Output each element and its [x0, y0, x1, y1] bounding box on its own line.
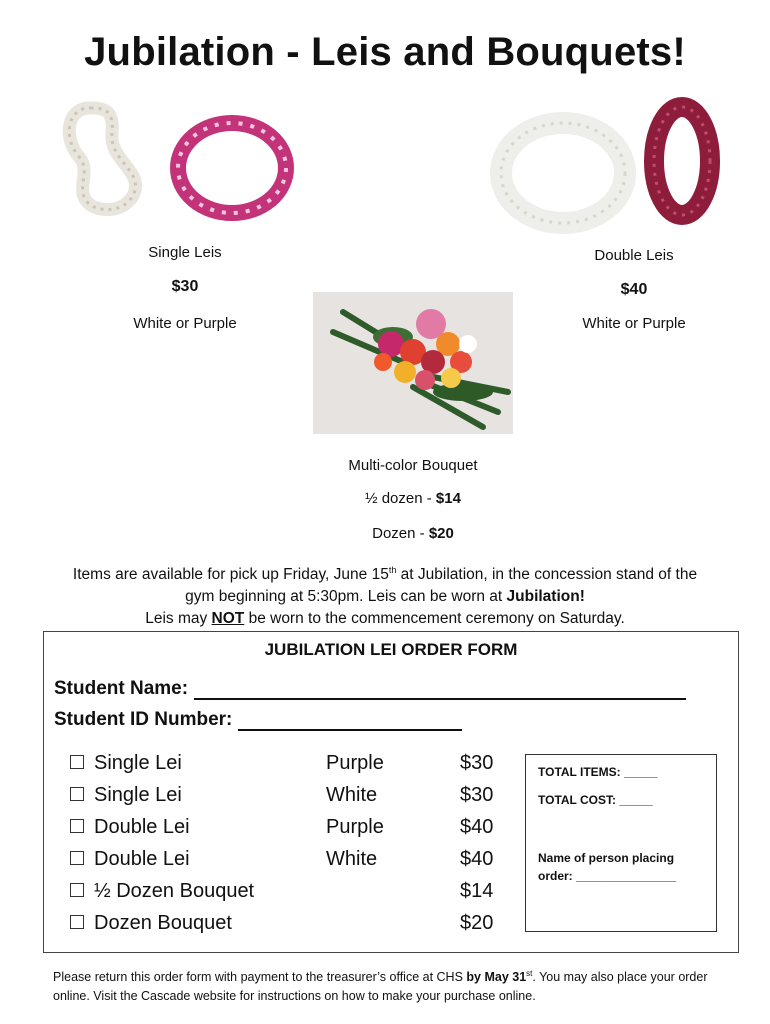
double-leis-label: Double Leis: [594, 247, 674, 264]
item-price: $14: [460, 880, 494, 902]
student-id-field[interactable]: Student ID Number:: [54, 709, 462, 731]
item-price: $40: [460, 848, 494, 870]
order-form: [43, 631, 739, 953]
order-form-title: JUBILATION LEI ORDER FORM: [264, 640, 518, 659]
white-double-lei-image: [488, 108, 638, 238]
checkbox[interactable]: [70, 915, 84, 929]
bouquet-label: Multi-color Bouquet: [348, 457, 478, 474]
item-single-lei-purple[interactable]: Single Lei: [70, 749, 182, 777]
double-leis-colors: White or Purple: [582, 315, 686, 332]
item-single-lei-white[interactable]: Single Lei: [70, 781, 182, 809]
bouquet-half-dozen: ½ dozen - $14: [365, 490, 461, 507]
checkbox[interactable]: [70, 787, 84, 801]
item-double-lei-purple[interactable]: Double Lei: [70, 813, 190, 841]
single-leis-price: $30: [171, 278, 199, 295]
single-leis-colors: White or Purple: [133, 315, 237, 332]
checkbox[interactable]: [70, 851, 84, 865]
totals-box: [525, 754, 717, 932]
bouquet-image: [313, 292, 513, 434]
placer-label: Name of person placing: [538, 851, 675, 865]
item-color: Purple: [326, 816, 384, 838]
purple-double-lei-image: [640, 96, 724, 226]
purple-single-lei-image: [162, 108, 302, 228]
white-single-lei-image: [52, 98, 152, 216]
bouquet-dozen: Dozen - $20: [372, 525, 454, 542]
item-color: Purple: [326, 752, 384, 774]
checkbox[interactable]: [70, 883, 84, 897]
item-price: $40: [460, 816, 494, 838]
student-name-field[interactable]: Student Name:: [54, 678, 686, 700]
item-price: $20: [460, 912, 494, 934]
item-price: $30: [460, 784, 494, 806]
placer-field[interactable]: order: _______________: [538, 869, 677, 883]
page-title: Jubilation - Leis and Bouquets!: [84, 30, 686, 74]
pickup-info: Items are available for pick up Friday, June 15th at Jubilation, in the concession stand of the gym beginning at 5:30pm. Leis can be worn at Jubilation! Leis may NOT be worn to the commencement ceremony on Saturday.: [72, 565, 698, 628]
item-half-dozen-bouquet[interactable]: ½ Dozen Bouquet: [70, 877, 254, 905]
item-color: White: [326, 784, 378, 806]
total-cost-field[interactable]: TOTAL COST: _____: [538, 793, 653, 807]
single-leis-label: Single Leis: [148, 244, 222, 261]
checkbox[interactable]: [70, 819, 84, 833]
item-double-lei-white[interactable]: Double Lei: [70, 845, 190, 873]
item-price: $30: [460, 752, 494, 774]
item-dozen-bouquet[interactable]: Dozen Bouquet: [70, 909, 232, 937]
total-items-field[interactable]: TOTAL ITEMS: _____: [538, 765, 658, 779]
footer-note: Please return this order form with payment to the treasurer’s office at CHS by May 31st. You may also place your order online. Visit the Cascade website for instructions on how to make your purchase online.: [53, 969, 708, 1004]
item-color: White: [326, 848, 378, 870]
double-leis-price: $40: [620, 281, 648, 298]
checkbox[interactable]: [70, 755, 84, 769]
